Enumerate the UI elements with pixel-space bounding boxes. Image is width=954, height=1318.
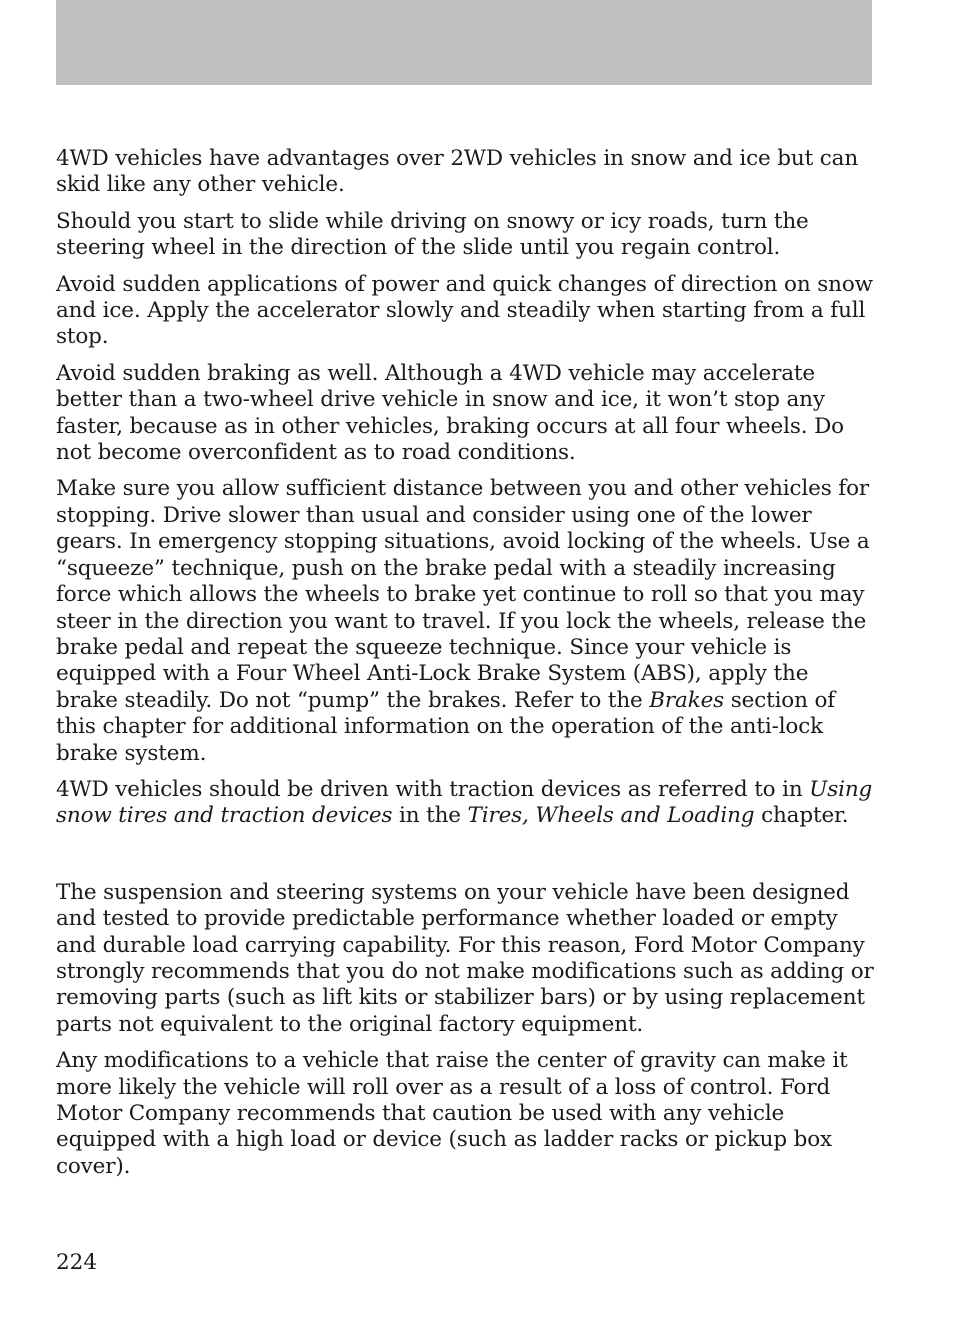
traction-tail: chapter. bbox=[754, 803, 849, 829]
traction-mid: in the bbox=[392, 803, 468, 829]
paragraph-traction-devices bbox=[56, 777, 876, 830]
tires-chapter-reference: Tires, Wheels and Loading bbox=[467, 803, 755, 829]
paragraph-4wd-advantages: 4WD vehicles have advantages over 2WD vehicles in snow and ice but can skid like any other vehicle. bbox=[56, 146, 859, 198]
snow-tires-reference: Using snow tires and traction devices bbox=[56, 776, 873, 829]
paragraph-sudden-power: Avoid sudden applications of power and quick changes of direction on snow and ice. Apply the accelerator slowly and steadily when starting from a full stop. bbox=[56, 271, 873, 350]
traction-text: 4WD vehicles should be driven with traction devices as referred to in bbox=[56, 776, 810, 802]
header-bar bbox=[56, 0, 872, 85]
page-number: 224 bbox=[56, 1250, 98, 1275]
paragraph-center-of-gravity: Any modifications to a vehicle that raise the center of gravity can make it more likely the vehicle will roll over as a result of a loss of control. Ford Motor Company recommends that caution be used with any vehicle equipped with a high load or device (such as ladder racks or pickup box cover). bbox=[56, 1048, 848, 1179]
stopping-distance-tail: section of this chapter for additional information on the operation of the anti-lock brake system. bbox=[56, 687, 836, 766]
stopping-distance-text: Make sure you allow sufficient distance between you and other vehicles for stopping. Drive slower than usual and consider using one of the lower gears. In emergency stopping situations, avoid locking of the wheels. Use a “squeeze” technique, push on the brake pedal with a steadily increasing force which allows the wheels to brake yet continue to roll so that you may steer in the direction you want to travel. If you lock the wheels, release the brake pedal and repeat the squeeze technique. Since your vehicle is equipped with a Four Wheel Anti-Lock Brake System (ABS), apply the brake steadily. Do not “pump” the brakes. Refer to the bbox=[56, 476, 870, 713]
paragraph-slide-control: Should you start to slide while driving on snowy or icy roads, turn the steering wheel in the direction of the slide until you regain control. bbox=[56, 208, 809, 261]
paragraph-sudden-braking: Avoid sudden braking as well. Although a 4WD vehicle may accelerate better than a two-wheel drive vehicle in snow and ice, it won’t stop any faster, because as in other vehicles, braking occurs at all four wheels. Do not become overconfident as to road conditions. bbox=[56, 360, 844, 466]
brakes-reference: Brakes bbox=[649, 687, 725, 713]
paragraph-stopping-distance bbox=[56, 476, 876, 766]
page-content bbox=[56, 146, 876, 1190]
section-gap bbox=[56, 840, 876, 880]
paragraph-suspension-modifications: The suspension and steering systems on your vehicle have been designed and tested to provide predictable performance whether loaded or empty and durable load carrying capability. For this reason, Ford Motor Company strongly recommends that you do not make modifications such as adding or removing parts (such as lift kits or stabilizer bars) or by using replacement parts not equivalent to the original factory equipment. bbox=[56, 879, 874, 1037]
